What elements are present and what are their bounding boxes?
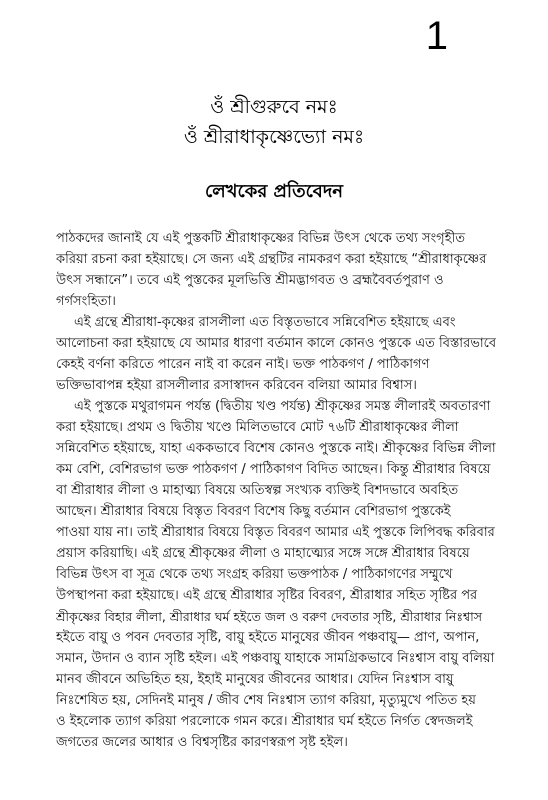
invocation-line: ওঁ শ্রীগুরুবে নমঃ xyxy=(210,96,338,118)
text-line: পাওয়া যায় না। তাই শ্রীরাধার বিষয়ে বিস্তৃত বিবরণ আমার এই পুস্তকে লিপিবদ্ধ করিবার xyxy=(56,525,495,540)
text-line: নিঃশেষিত হয়, সেদিনই মানুষ / জীব শেষ নিঃশ্বাস ত্যাগ করিয়া, মৃত্যুমুখে পতিত হয় xyxy=(56,693,476,708)
text-line: জগতের জলের আধার ও বিশ্বসৃষ্টির কারণস্বরূপ সৃষ্ট হইল। xyxy=(56,735,348,750)
text-line: আছেন। শ্রীরাধার বিষয়ে বিস্তৃত বিবরণ বিশেষ কিছু বর্তমান বেশিরভাগ পুস্তকেই xyxy=(56,504,451,519)
text-line: মানব জীবনে অভিহিত হয়, ইহাই মানুষের জীবনের আধার। যেদিন নিঃশ্বাস বায়ু xyxy=(56,672,454,687)
text-line: উপস্থাপনা করা হইয়াছে। এই গ্রন্থে শ্রীরাধার সৃষ্টির বিবরণ, শ্রীরাধার সহিত সৃষ্টির পর xyxy=(56,588,478,603)
text-line: ও ইহলোক ত্যাগ করিয়া পরলোকে গমন করে। শ্রীরাধার ঘর্ম হইতে নির্গত স্বেদজলই xyxy=(56,714,473,729)
text-line: করিয়া রচনা করা হইয়াছে। সে জন্য এই গ্রন্থটির নামকরণ করা হইয়াছে “শ্রীরাধাকৃষ্ণের xyxy=(56,252,487,267)
text-line: কম বেশি, বেশিরভাগ ভক্ত পাঠকগণ / পাঠিকাগণ বিদিত আছেন। কিন্তু শ্রীরাধার বিষয়ে xyxy=(56,462,491,477)
text-line: উৎস সন্ধানে”। তবে এই পুস্তকের মূলভিত্তি শ্রীমদ্ভাগবত ও ব্রহ্মবৈবর্তপুরাণ ও xyxy=(56,273,444,288)
body-text xyxy=(56,228,496,753)
text-line: এই গ্রন্থে শ্রীরাধা-কৃষ্ণের রাসলীলা এত বিস্তৃতভাবে সন্নিবেশিত হইয়াছে এবং xyxy=(74,315,456,330)
text-line: প্রয়াস করিয়াছি। এই গ্রন্থে শ্রীকৃষ্ণের লীলা ও মাহাত্ম্যের সঙ্গে সঙ্গে শ্রীরাধার বিষয়ে xyxy=(56,546,470,561)
text-line: ভক্তিভাবাপন্ন হইয়া রাসলীলার রসাস্বাদন করিবেন বলিয়া আমার বিশ্বাস। xyxy=(56,378,417,393)
section-heading: লেখকের প্রতিবেদন xyxy=(204,181,344,202)
invocation-block xyxy=(0,92,548,152)
text-line: সন্নিবেশিত হইয়াছে, যাহা এককভাবে বিশেষ কোনও পুস্তকে নাই। শ্রীকৃষ্ণের বিভিন্ন লীলা xyxy=(56,441,496,456)
text-line: এই পুস্তকে মথুরাগমন পর্যন্ত (দ্বিতীয় খণ্ড পর্যন্ত) শ্রীকৃষ্ণের সমস্ত লীলারই অবতারণা xyxy=(74,399,491,414)
invocation-line: ওঁ শ্রীরাধাকৃষ্ণেভ্যো নমঃ xyxy=(183,126,365,148)
page-number: 1 xyxy=(425,14,448,58)
text-line: শ্রীকৃষ্ণের বিহার লীলা, শ্রীরাধার ঘর্ম হইতে জল ও বরুণ দেবতার সৃষ্টি, শ্রীরাধার নিঃশ্বাস xyxy=(56,609,483,624)
text-line: পাঠকদের জানাই যে এই পুস্তকটি শ্রীরাধাকৃষ্ণের বিভিন্ন উৎস থেকে তথ্য সংগৃহীত xyxy=(56,231,466,246)
text-line: বা শ্রীরাধার লীলা ও মাহাত্ম্য বিষয়ে অতিস্বল্প সংখ্যক ব্যক্তিই বিশদভাবে অবহিত xyxy=(56,483,459,498)
text-line: করা হইয়াছে। প্রথম ও দ্বিতীয় খণ্ডে মিলিতভাবে মোট ৭৬টি শ্রীরাধাকৃষ্ণের লীলা xyxy=(56,420,459,435)
text-line: গর্গসংহিতা। xyxy=(56,294,116,309)
text-line: বিভিন্ন উৎস বা সূত্র থেকে তথ্য সংগ্রহ করিয়া ভক্তপাঠক / পাঠিকাগণের সম্মুখে xyxy=(56,567,453,582)
text-line: কেহই বর্ণনা করিতে পারেন নাই বা করেন নাই। ভক্ত পাঠকগণ / পাঠিকাগণ xyxy=(56,357,430,372)
text-line: সমান, উদান ও ব্যান সৃষ্টি হইল। এই পঞ্চবায়ু যাহাকে সামগ্রিকভাবে নিঃশ্বাস বায়ু বলিয়া xyxy=(56,651,495,666)
text-line: আলোচনা করা হইয়াছে যে আমার ধারণা বর্তমান কালে কোনও পুস্তকে এত বিস্তারভাবে xyxy=(56,336,496,351)
text-line: হইতে বায়ু ও পবন দেবতার সৃষ্টি, বায়ু হইতে মানুষের জীবন পঞ্চবায়ু— প্রাণ, অপান, xyxy=(56,630,480,645)
